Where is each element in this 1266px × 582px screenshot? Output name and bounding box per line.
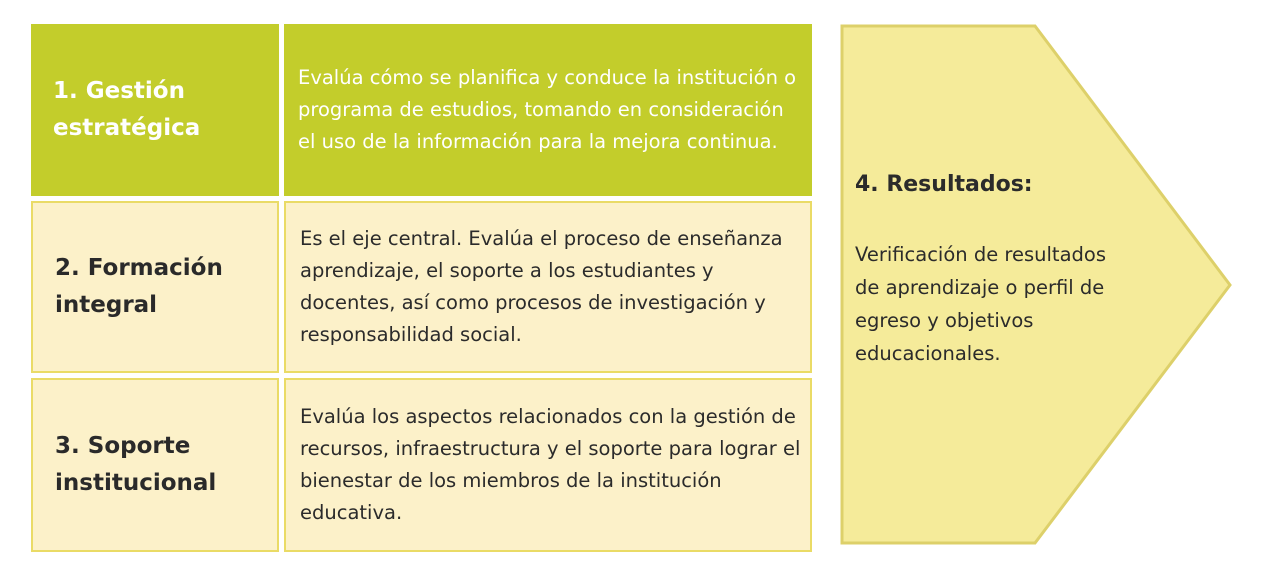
row-1-label: 1. Gestión estratégica [53,78,201,141]
row-3-label: 3. Soporte institucional [55,433,217,496]
row-2-label: 2. Formación integral [55,255,223,318]
row-3-description-cell [284,378,812,552]
results-body: Verificación de resultados de aprendizaje o perfil de egreso y objetivos educacionales. [855,243,1106,365]
row-3-label-cell [31,378,279,552]
row-1-label-cell [31,24,279,196]
row-3-description: Evalúa los aspectos relacionados con la gestión de recursos, infraestructura y el soporte para lograr el bienestar de los miembros de la institución educativa. [300,405,801,524]
row-1-description-cell [284,24,812,196]
results-title: 4. Resultados: [855,172,1033,197]
row-2-label-cell [31,201,279,373]
row-2-description: Es el eje central. Evalúa el proceso de enseñanza aprendizaje, el soporte a los estudiantes y docentes, así como procesos de investigación y responsabilidad social. [300,227,783,346]
row-2-description-cell [284,201,812,373]
results-box [855,168,1155,370]
row-1-description: Evalúa cómo se planifica y conduce la institución o programa de estudios, tomando en consideración el uso de la información para la mejora continua. [298,66,797,153]
